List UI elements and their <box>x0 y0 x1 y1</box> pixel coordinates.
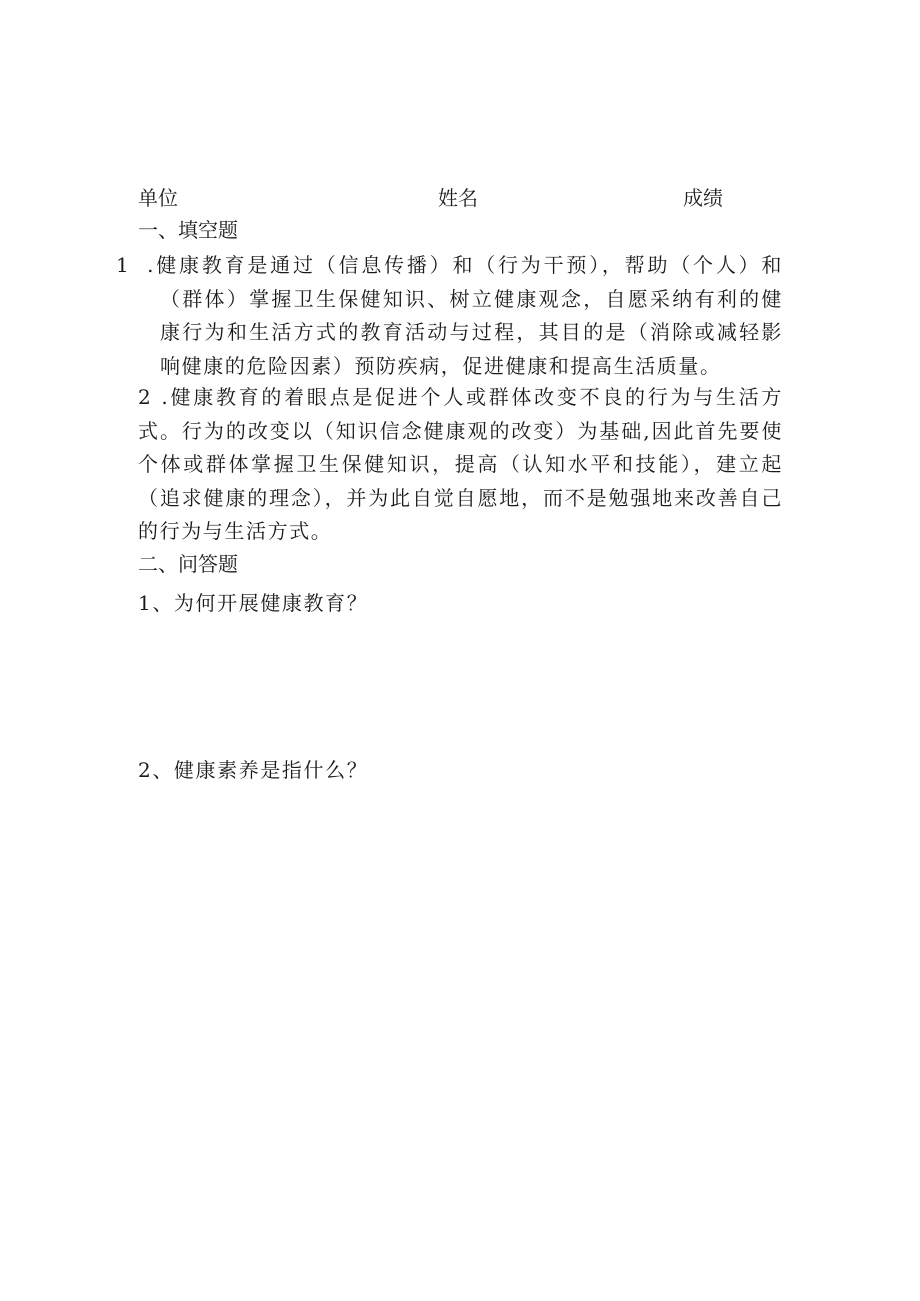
question-text: .健康教育的着眼点是促进个人或群体改变不良的行为与生活方式。行为的改变以（知识信念健康观的改变）为基础,因此首先要使个体或群体掌握卫生保健知识，提高（认知水平和技能），建立起（追求健康的理念），并为此自觉自愿地，而不是勉强地来改善自己的行为与生活方式。 <box>138 385 783 543</box>
fill-in-question-1 <box>116 249 783 383</box>
qa-question-1: 1、为何开展健康教育？ <box>138 591 369 615</box>
question-number: 2 <box>138 385 153 409</box>
qa-question-2: 2、健康素养是指什么？ <box>138 758 369 782</box>
fill-in-question-2 <box>138 381 783 549</box>
unit-label: 单位 <box>138 186 178 210</box>
name-label: 姓名 <box>438 186 478 210</box>
fill-in-section-title: 一、填空题 <box>138 218 238 242</box>
header-row <box>138 183 778 213</box>
question-text: .健康教育是通过（信息传播）和（行为干预），帮助（个人）和（群体）掌握卫生保健知识、树立健康观念，自愿采纳有利的健康行为和生活方式的教育活动与过程，其目的是（消除或减轻影响健康的危险因素）预防疾病，促进健康和提高生活质量。 <box>147 253 783 378</box>
qa-section-title: 二、问答题 <box>138 552 238 576</box>
score-label: 成绩 <box>683 186 723 210</box>
fill-in-question-1-body: 1 .健康教育是通过（信息传播）和（行为干预），帮助（个人）和（群体）掌握卫生保健知识、树立健康观念，自愿采纳有利的健康行为和生活方式的教育活动与过程，其目的是（消除或减轻影响健康的危险因素）预防疾病，促进健康和提高生活质量。 <box>116 253 783 378</box>
